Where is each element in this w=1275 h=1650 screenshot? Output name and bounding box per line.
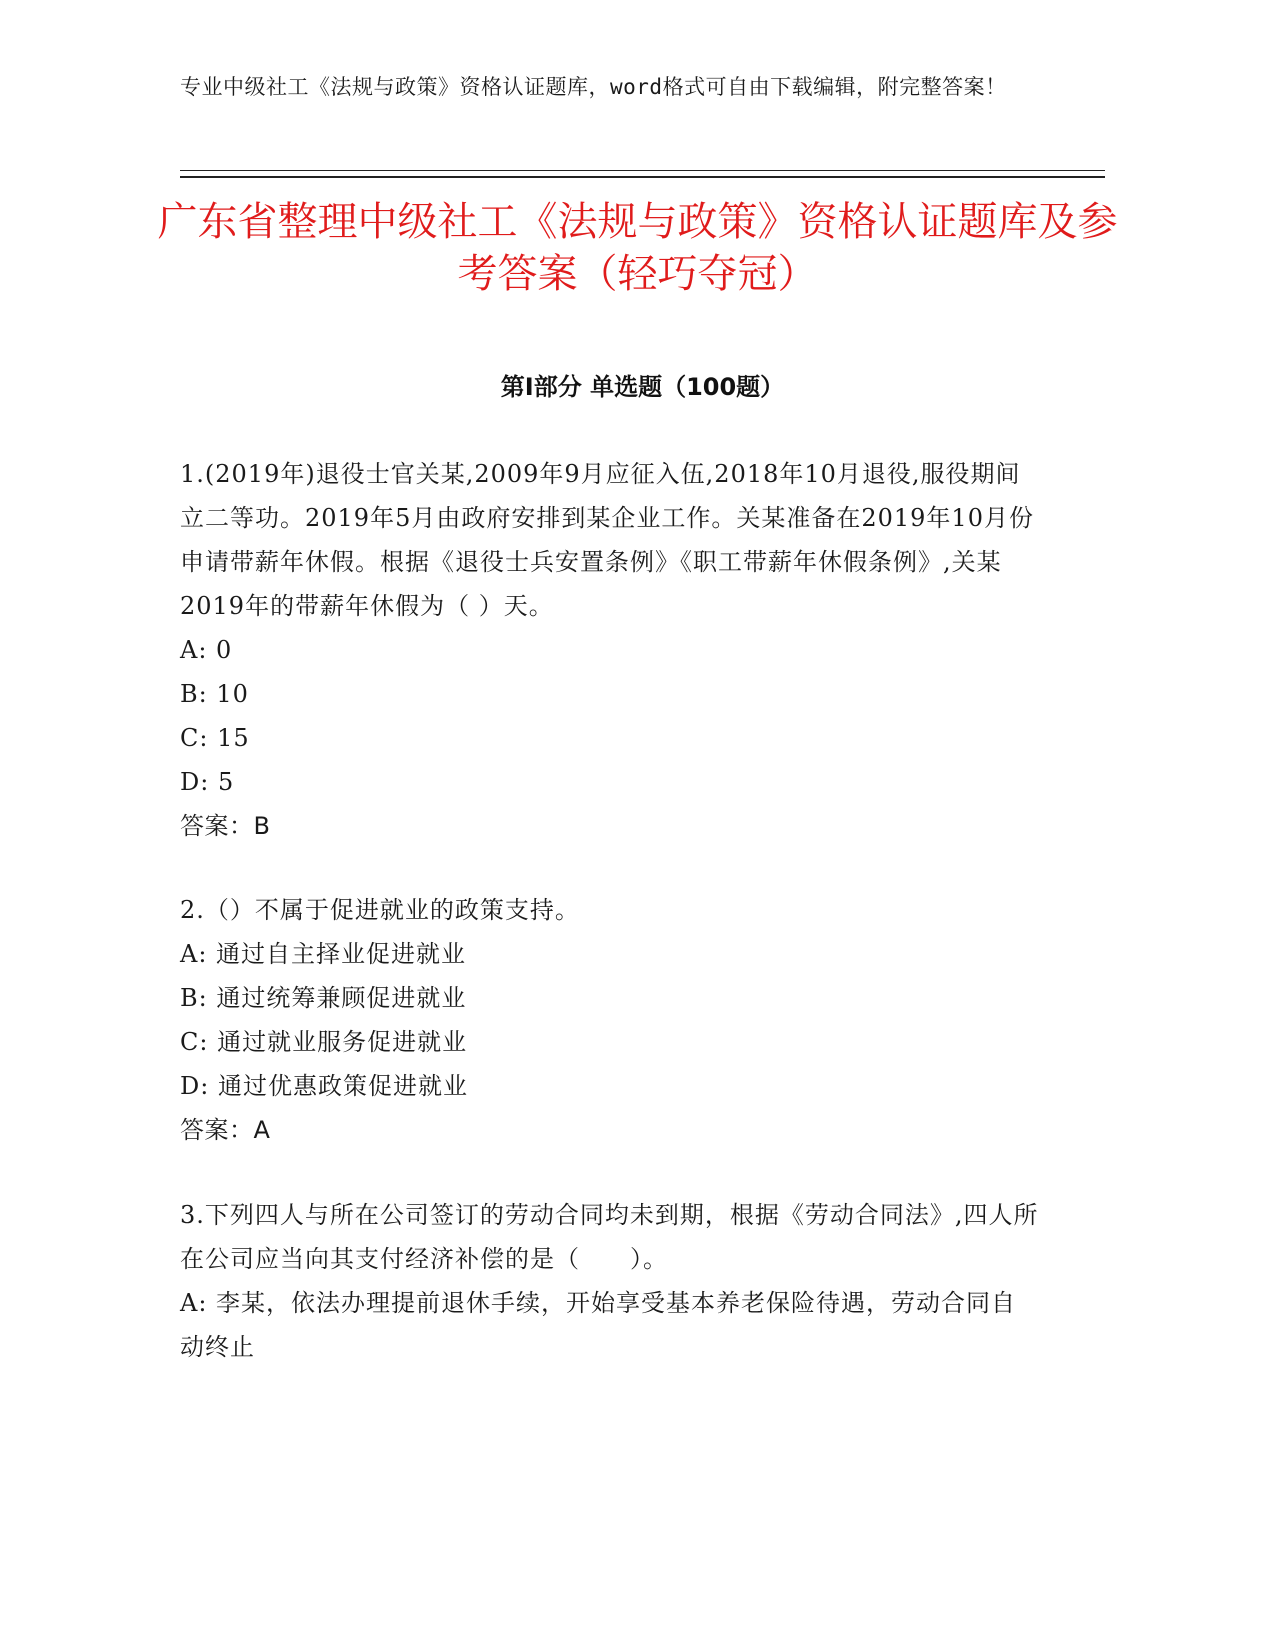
question-1 [180,452,1040,848]
answer-label: 答案：B [180,812,271,840]
option-a: A: 李某，依法办理提前退休手续，开始享受基本养老保险待遇，劳动合同自动终止 [180,1289,1017,1361]
option-a: A: 通过自主择业促进就业 [180,940,467,968]
option-c: C: 15 [180,724,250,752]
option-c: C: 通过就业服务促进就业 [180,1028,468,1056]
question-stem: 3.下列四人与所在公司签订的劳动合同均未到期，根据《劳动合同法》,四人所在公司应当向其支付经济补偿的是（ ）。 [180,1201,1039,1273]
option-d: D: 通过优惠政策促进就业 [180,1072,468,1100]
document-title: 广东省整理中级社工《法规与政策》资格认证题库及参考答案（轻巧夺冠） [157,199,1118,297]
question-stem: 2.（）不属于促进就业的政策支持。 [180,896,580,924]
section-heading: 第Ⅰ部分 单选题（100题） [500,373,785,401]
header-divider-bottom [180,176,1105,178]
option-b: B: 10 [180,680,249,708]
question-stem: 1.(2019年)退役士官关某,2009年9月应征入伍,2018年10月退役,服役期间立二等功。2019年5月由政府安排到某企业工作。关某准备在2019年10月份申请带薪年休假。根据《退役士兵安置条例》《职工带薪年休假条例》,关某2019年的带薪年休假为（ ）天。 [180,460,1034,620]
option-a: A: 0 [180,636,233,664]
option-d: D: 5 [180,768,235,796]
header-note: 专业中级社工《法规与政策》资格认证题库，word格式可自由下载编辑，附完整答案！ [180,75,1007,99]
question-3 [180,1193,1040,1369]
answer-label: 答案：A [180,1116,271,1144]
option-b: B: 通过统筹兼顾促进就业 [180,984,467,1012]
header-divider-top [180,170,1105,171]
question-2 [180,888,1040,1152]
